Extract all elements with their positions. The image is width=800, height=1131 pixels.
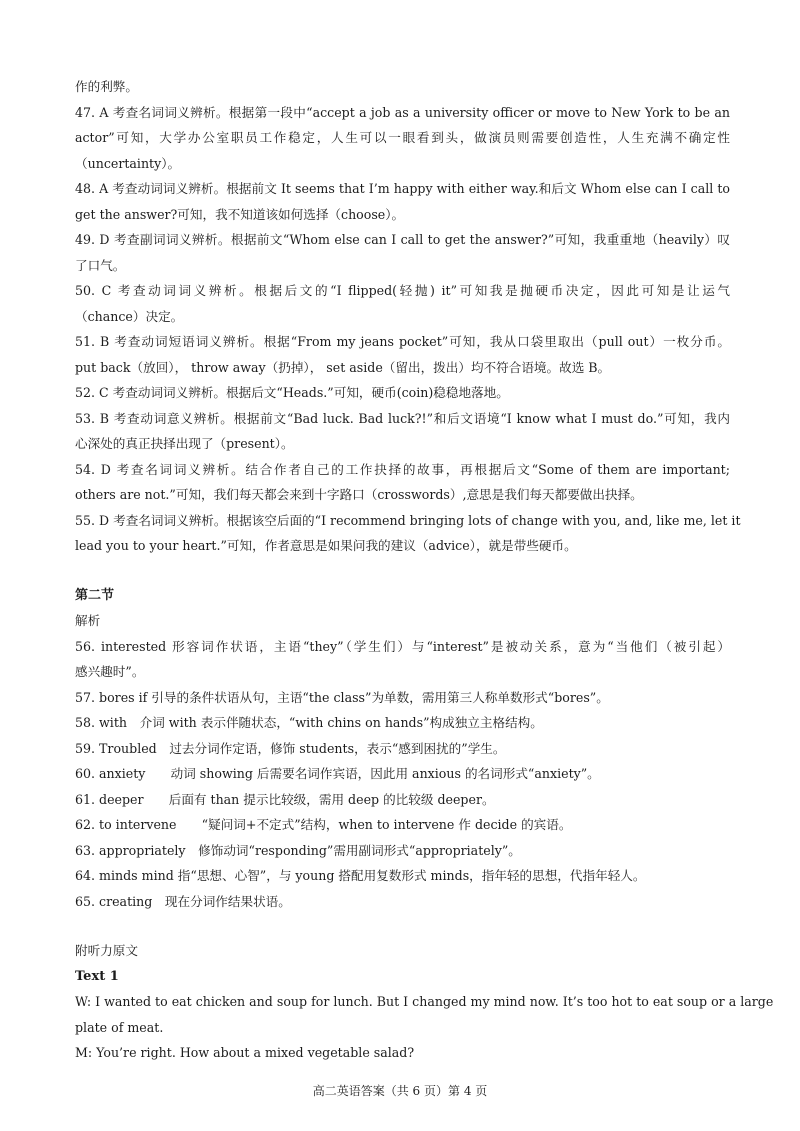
explanation-line: actor”可知，大学办公室职员工作稳定，人生可以一眼看到头，做演员则需要创造性，人生充满不确定性: [75, 130, 730, 145]
listening-transcript: [75, 989, 774, 1066]
explanation-line: 心深处的真正抉择出现了（present）。: [75, 436, 294, 451]
explanation-line: others are not.”可知，我们每天都会来到十字路口（crosswords）,意思是我们每天都要做出抉择。: [75, 487, 643, 502]
grammar-explanation-line: 57. bores if 引导的条件状语从句，主语“the class”为单数，需用第三人称单数形式“bores”。: [75, 689, 609, 705]
listening-heading: 附听力原文: [75, 943, 138, 958]
explanation-line: 48. A 考查动词词义辨析。根据前文 It seems that I’m happy with either way.和后文 Whom else can I call to: [75, 181, 730, 196]
explanation-line: 52. C 考查动词词义辨析。根据后文“Heads.”可知，硬币(coin)稳稳地落地。: [75, 385, 509, 400]
grammar-explanation-line: 56. interested 形容词作状语，主语“they”（学生们）与“interest”是被动关系，意为“当他们（被引起）: [75, 638, 730, 654]
explanation-line: put back（放回）， throw away（扔掉）， set aside（留出，拨出）均不符合语境。故选 B。: [75, 359, 611, 375]
grammar-explanation-line: 64. minds mind 指“思想、心智”，与 young 搭配用复数形式 minds，指年轻的思想，代指年轻人。: [75, 868, 646, 883]
explanation-line: get the answer?可知，我不知道该如何选择（choose）。: [75, 206, 405, 222]
explanation-line: 53. B 考查动词意义辨析。根据前文“Bad luck. Bad luck?!”和后文语境“I know what I must do.”可知，我内: [75, 410, 730, 426]
page-footer: 高二英语答案（共 6 页）第 4 页: [312, 1084, 488, 1098]
explanation-line: 50. C 考查动词词义辨析。根据后文的“I flipped(轻抛) it”可知我是抛硬币决定，因此可知是让运气: [75, 283, 730, 298]
dialogue-line: M: You’re right. How about a mixed vegetable salad?: [75, 1045, 415, 1060]
explanation-line: 54. D 考查名词词义辨析。结合作者自己的工作抉择的故事，再根据后文“Some of them are important;: [75, 461, 730, 477]
dialogue-line: W: I wanted to eat chicken and soup for lunch. But I changed my mind now. It’s too hot to eat soup or a large: [75, 994, 774, 1009]
grammar-explanation-line: 62. to intervene “疑问词+不定式”结构，when to intervene 作 decide 的宾语。: [75, 817, 572, 832]
page-content: [75, 74, 774, 1066]
explanation-line: 49. D 考查副词词义辨析。根据前文“Whom else can I call to get the answer?”可知，我重重地（heavily）叹: [75, 232, 730, 247]
grammar-explanation-line: 63. appropriately 修饰动词“responding”需用副词形式“appropriately”。: [75, 842, 521, 858]
grammar-explanation-line: 感兴趣时”。: [75, 664, 145, 679]
grammar-explanation-line: 58. with 介词 with 表示伴随状态，“with chins on hands”构成独立主格结构。: [75, 715, 543, 730]
text-one-title: Text 1: [75, 968, 119, 984]
explanation-line: （chance）决定。: [75, 308, 184, 324]
explanation-line: 55. D 考查名词词义辨析。根据该空后面的“I recommend bringing lots of change with you, and, like me, let it: [75, 512, 741, 528]
explanation-line: 了口气。: [75, 257, 126, 273]
grammar-explanation-line: 60. anxiety 动词 showing 后需要名词作宾语，因此用 anxious 的名词形式“anxiety”。: [75, 766, 600, 781]
section-two-heading: 第二节: [75, 587, 115, 603]
explanation-line: 作的利弊。: [75, 79, 138, 94]
dialogue-line: plate of meat.: [75, 1019, 164, 1035]
grammar-explanation-line: 61. deeper 后面有 than 提示比较级，需用 deep 的比较级 deeper。: [75, 791, 495, 807]
explanation-line: 47. A 考查名词词义辨析。根据第一段中“accept a job as a university officer or move to New York to be an: [75, 104, 730, 120]
explanation-line: （uncertainty）。: [75, 155, 181, 171]
explanation-line: lead you to your heart.”可知，作者意思是如果问我的建议（advice），就是带些硬币。: [75, 538, 577, 553]
grammar-explanation-line: 65. creating 现在分词作结果状语。: [75, 893, 291, 909]
explanation-line: 51. B 考查动词短语词义辨析。根据“From my jeans pocket”可知，我从口袋里取出（pull out）一枚分币。: [75, 334, 730, 349]
section-two-explanations: [75, 634, 730, 915]
section-one-explanations: [75, 74, 741, 559]
section-two-subheading: 解析: [75, 613, 101, 628]
grammar-explanation-line: 59. Troubled 过去分词作定语，修饰 students，表示“感到困扰的”学生。: [75, 740, 506, 756]
